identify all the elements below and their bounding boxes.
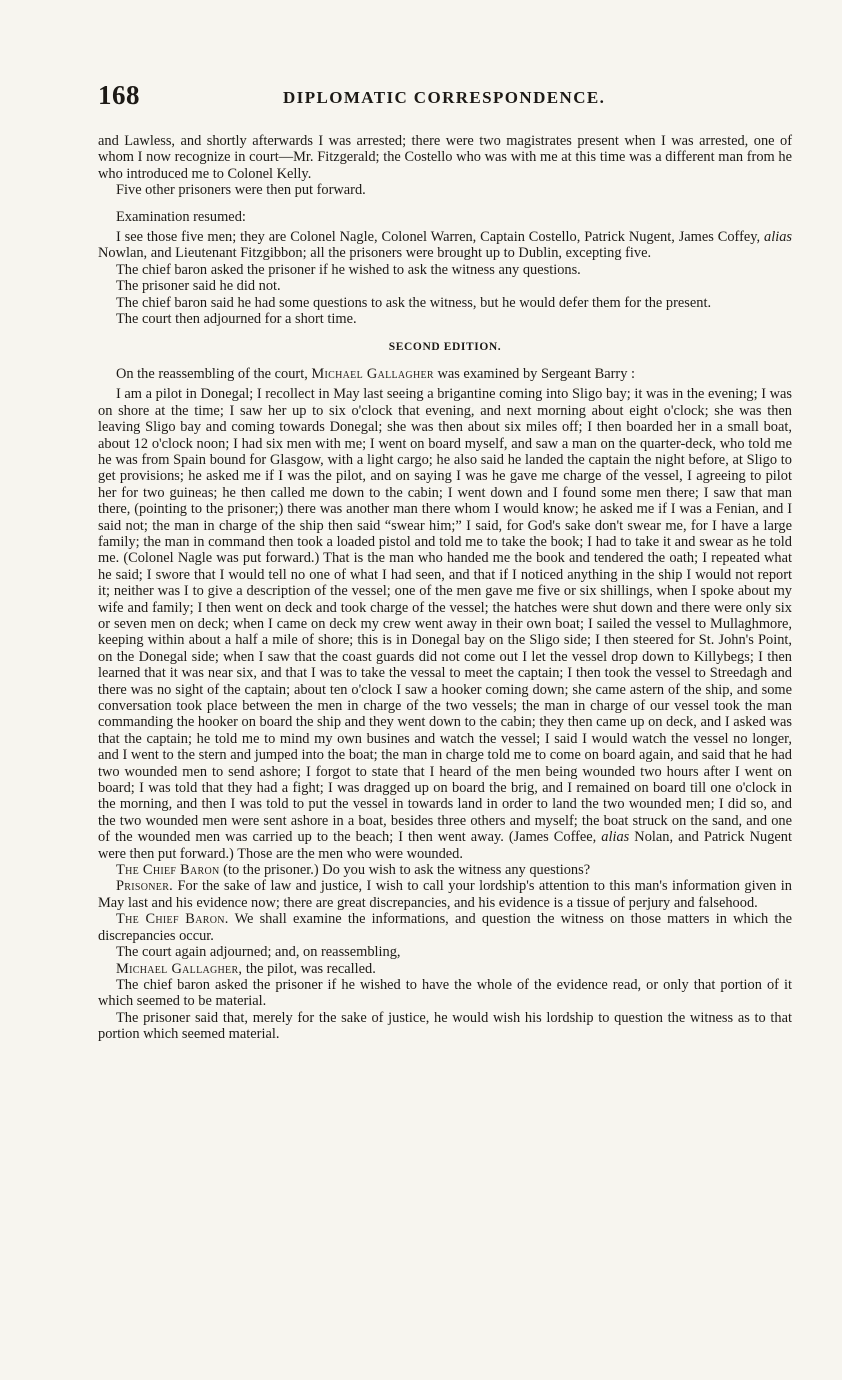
paragraph-text: For the sake of law and justice, I wish to call your lordship's attention to this man's information given in May last and his evidence now; there are great discrepancies, and his evidence is a tissue of perjury and falsehood. <box>98 878 792 911</box>
speaker-name: Michael Gallagher, <box>116 960 243 977</box>
paragraph-text: the pilot, was recalled. <box>242 960 376 977</box>
paragraph <box>98 961 792 977</box>
paragraph <box>98 878 792 911</box>
speaker-name: The Chief Baron. <box>116 911 229 928</box>
paragraph: and Lawless, and shortly afterwards I was arrested; there were two magistrates present when I was arrested, one of whom I now recognize in court—Mr. Fitzgerald; the Costello who was with me at this time was a different man from he who introduced me to Colonel Kelly. <box>98 133 792 182</box>
paragraph: The prisoner said he did not. <box>116 278 281 295</box>
paragraph-text: was examined by Sergeant Barry : <box>433 365 636 382</box>
paragraph: Examination resumed: <box>116 208 246 225</box>
paragraph-text: I see those five men; they are Colonel Nagle, Colonel Warren, Captain Costello, Patrick Nugent, James Coffey, <box>116 229 764 246</box>
paragraph: The prisoner said that, merely for the sake of justice, he would wish his lordship to question the witness as to that portion which seemed material. <box>98 1009 792 1043</box>
paragraph-text: On the reassembling of the court, <box>116 365 312 382</box>
page-header <box>98 80 798 112</box>
italic-term: alias <box>601 829 630 846</box>
speaker-name: Prisoner. <box>116 878 174 895</box>
speaker-name: The Chief Baron <box>116 862 220 879</box>
paragraph-text: Nowlan, and Lieutenant Fitzgibbon; all the prisoners were brought up to Dublin, excepting five. <box>98 245 652 262</box>
paragraph: The chief baron asked the prisoner if he wished to have the whole of the evidence read, or only that portion of it which seemed to be material. <box>98 976 792 1010</box>
testimony-paragraph <box>98 386 792 862</box>
paragraph <box>98 366 792 382</box>
paragraph-text: I am a pilot in Donegal; I recollect in May last seeing a brigantine coming into Sligo bay; it was in the evening; I was on shore at the time; I saw her up to six o'clock that evening, and next morning about eight o'clock; she was then leaving Sligo bay and coming towards Donegal; she was then about six miles off; I then boarded her in a small boat, about 12 o'clock noon; I had six men with me; I went on board myself, and saw a man on the quarter-deck, who told me he was from Spain bound for Glasgow, with a light cargo; he also said he landed the captain the night before, at Sligo to get provisions; he asked me if I was the pilot, and on saying I was he gave me charge of the vessel, I agreeing to pilot her for two guineas; he then called me down to the cabin; I went down and I found some men there; I saw that man there, (pointing to the prisoner;) there was another man there whom I would know; he asked me if I was a Fenian, and I said not; the man in charge of the ship then said “swear him;” I said, for God's sake don't swear me, for I have a large family; the man in command then took a loaded pistol and told me to take the book; I had to take it and swear as he told me. (Colonel Nagle was put forward.) That is the man who handed me the book and tendered the oath; I repeated what he said; I swore that I would tell no one of what I had seen, and that if I noticed anything in the ship I would not report it; neither was I to give a description of the vessel; one of the men gave me five or six shillings, when I spoke about my wife and family; I then went on deck and took charge of the vessel; the hatches were shut down and there were only six or seven men on deck; when I came on deck my crew went away in their own boat; I sailed the vessel to Mullaghmore, keeping within about a half a mile of shore; this is in Donegal bay on the Sligo side; I then steered for St. John's Point, on the Donegal side; when I saw that the coast guards did not come out I let the vessel drop down to Killybegs; I then learned that it was near six, and that I was to take the vessal to meet the captain; I then took the vessel to Streedagh and there was no sight of the captain; about ten o'clock I saw a hooker coming down; she came astern of the ship, and some conversation took place between the men in charge of the two vessels; the man in charge of our vessel took the man commanding the hooker on board the ship and they went down to the cabin; they then came up on deck, and I asked was that the captain; he told me to mind my own busines and watch the vessel; I said I would watch the vessel no longer, and I went to the stern and jumped into the boat; the man in charge told me to come on board again, and said that he had two wounded men to send ashore; I forgot to state that I heard of the men being wounded two hours after I went on board; I was told that they had a fight; I was dragged up on board the brig, and I remained on board till one o'clock in the morning, and then I was told to put the vessel in towards land in order to land the two wounded men; I did so, and the two wounded men were sent ashore in a boat, besides three others and myself; the boat struck on the sand, and one of the wounded men was carried up to the beach; I then went away. (James Coffee, <box>98 386 792 846</box>
paragraph-text: We shall examine the informations, and question the witness on those matters in which the discrepancies occur. <box>98 911 793 944</box>
body-text <box>98 133 792 1043</box>
paragraph <box>98 229 792 262</box>
page-number: 168 <box>98 80 140 110</box>
paragraph-text: (to the prisoner.) Do you wish to ask the witness any questions? <box>219 862 591 879</box>
paragraph: The chief baron said he had some questions to ask the witness, but he would defer them for the present. <box>116 294 712 311</box>
paragraph <box>98 911 792 944</box>
paragraph: The court then adjourned for a short time. <box>116 311 357 328</box>
paragraph: The chief baron asked the prisoner if he wished to ask the witness any questions. <box>116 261 581 278</box>
speaker-name: Michael Gallagher <box>311 365 434 382</box>
running-head: DIPLOMATIC CORRESPONDENCE. <box>283 88 606 107</box>
italic-term: alias <box>764 229 792 246</box>
section-heading: SECOND EDITION. <box>388 341 502 354</box>
paragraph-text: Nolan, and Patrick Nugent were then put forward.) Those are the men who were wounded. <box>98 829 793 862</box>
paragraph: Five other prisoners were then put forward. <box>116 182 366 199</box>
paragraph: The court again adjourned; and, on reassembling, <box>116 944 401 961</box>
paragraph <box>98 862 792 878</box>
